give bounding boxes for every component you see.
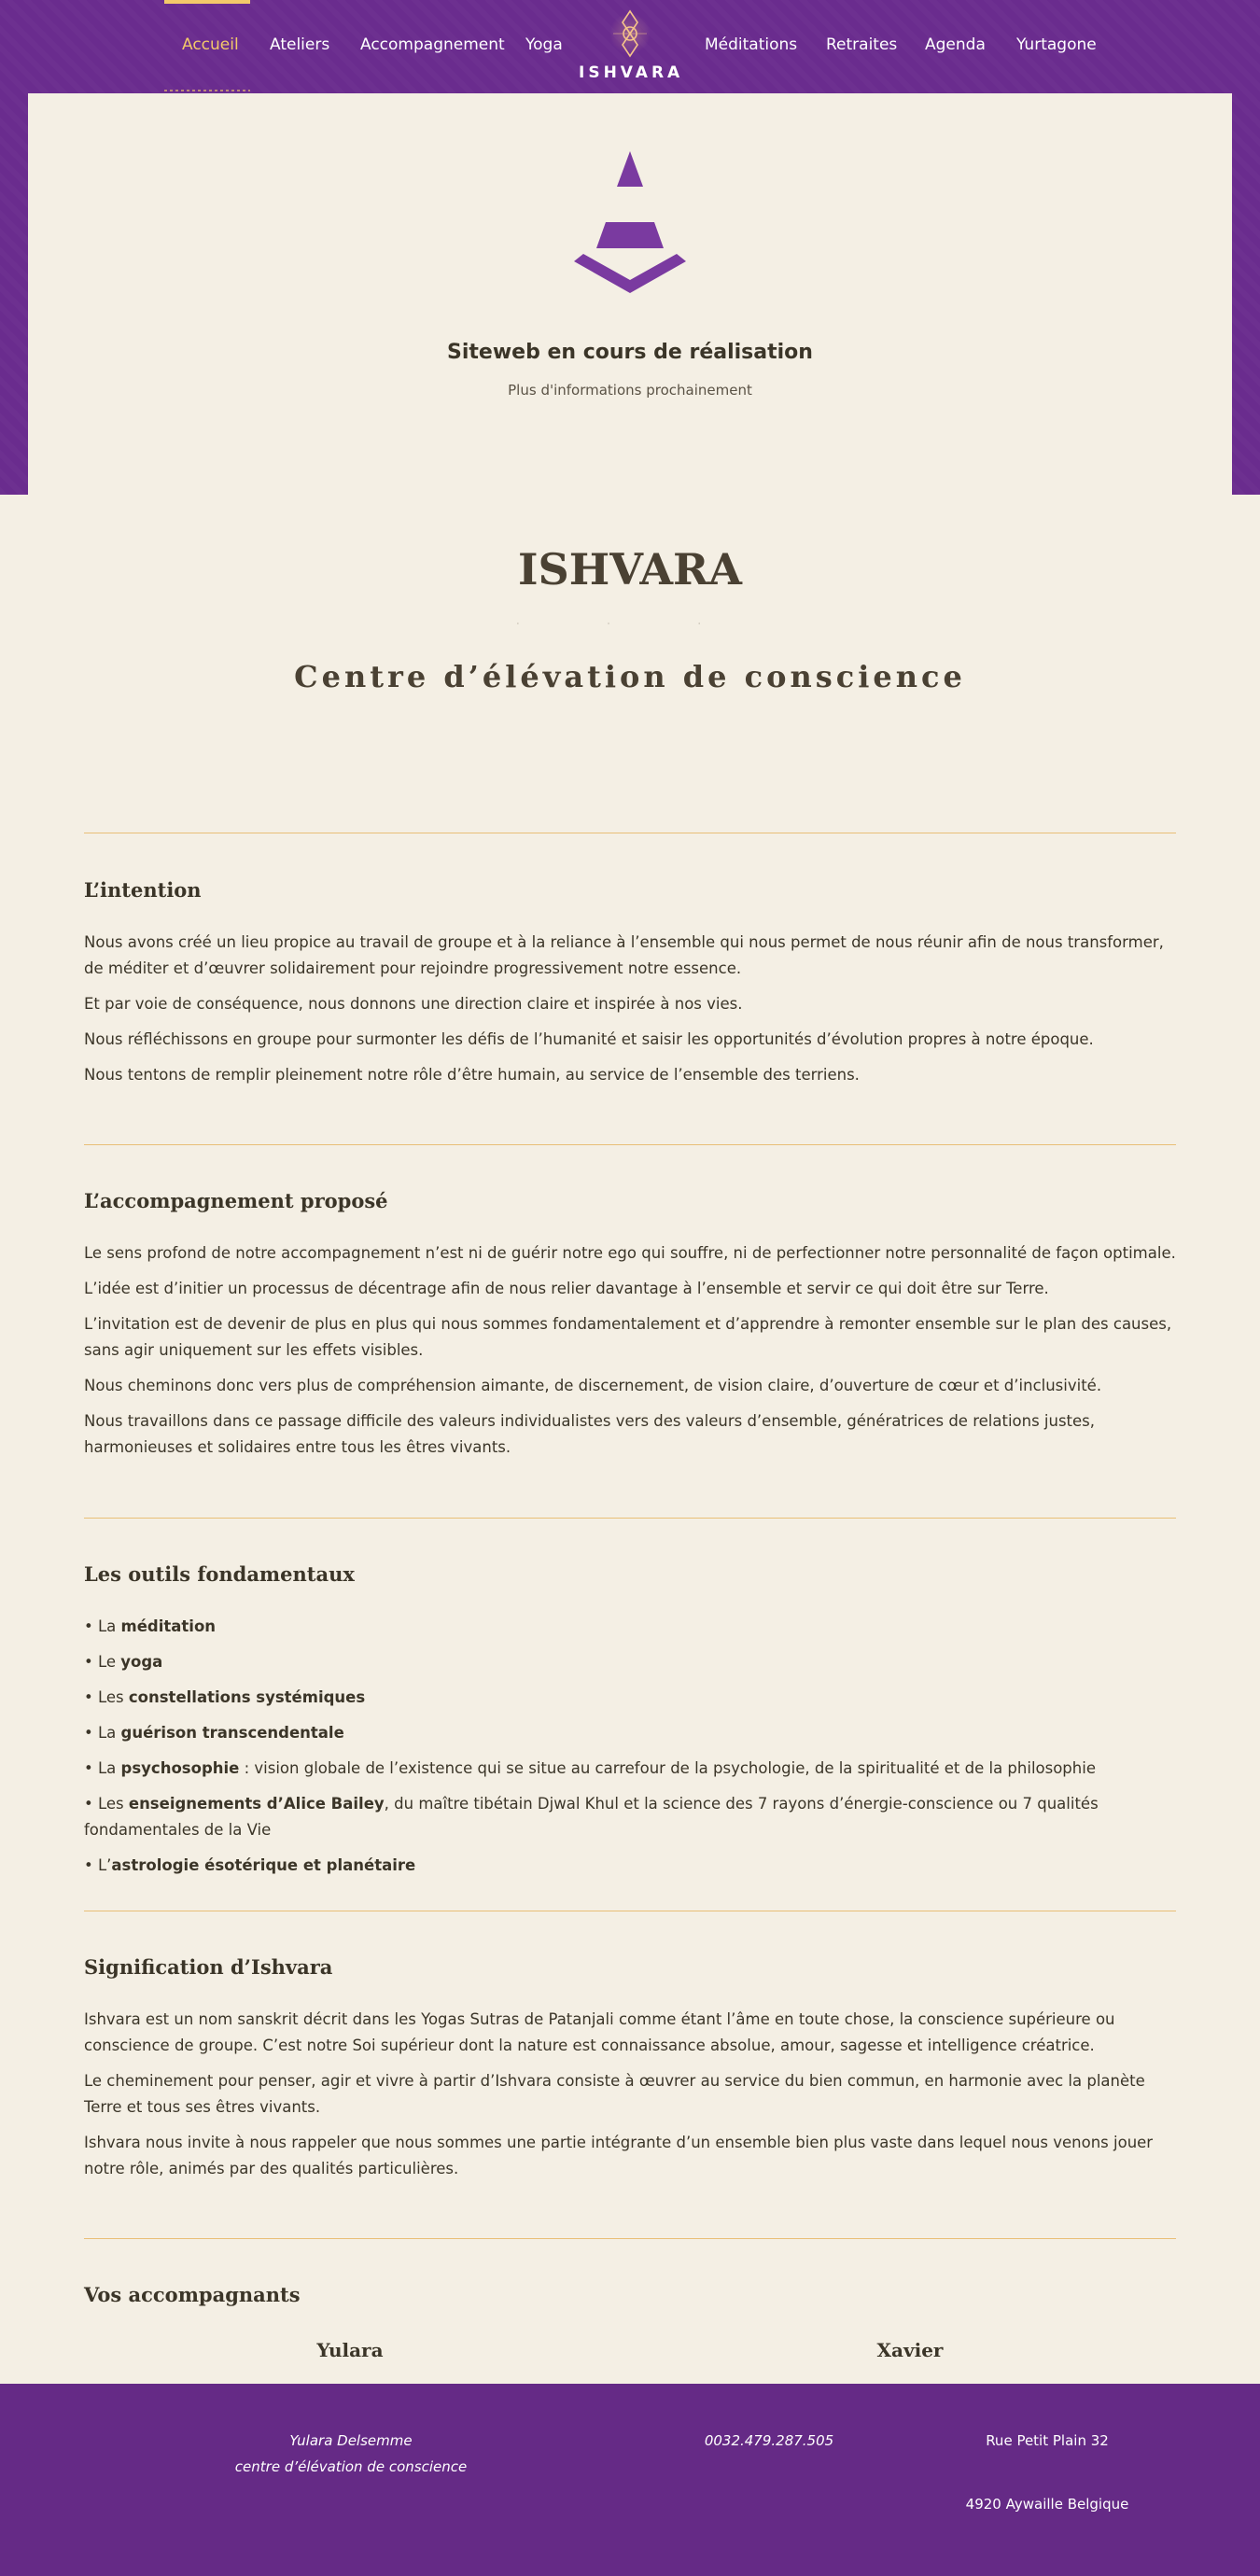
footer-city: 4920 Aywaille Belgique — [965, 2496, 1129, 2513]
footer-name: Yulara Delsemme — [289, 2432, 413, 2449]
list-item: • Les enseignements d’Alice Bailey, du maître tibétain Djwal Khul et la science des 7 rayons d’énergie-conscience ou 7 qualités fondamentales de la Vie — [84, 1795, 1099, 1839]
paragraph: Et par voie de conséquence, nous donnons une direction claire et inspirée à nos vies. — [84, 995, 743, 1013]
paragraph: Nous travaillons dans ce passage difficile des valeurs individualistes vers des valeurs d’ensemble, génératrices de relations justes, harmonieuses et solidaires entre tous les êtres vivants. — [84, 1412, 1096, 1456]
hero-title: Siteweb en cours de réalisation — [447, 341, 813, 364]
paragraph: Nous réfléchissons en groupe pour surmonter les défis de l’humanité et saisir les opportunités d’évolution propres à notre époque. — [84, 1030, 1094, 1048]
nav-item-yurtagone[interactable]: Yurtagone — [1016, 35, 1097, 54]
nav-item-ateliers[interactable]: Ateliers — [270, 35, 330, 54]
nav-active-indicator — [164, 0, 250, 4]
nav-item-accompagnement[interactable]: Accompagnement — [360, 35, 505, 54]
section-accompagnement — [84, 1189, 1176, 1470]
section-title: L’accompagnement proposé — [84, 1189, 388, 1212]
section-divider — [84, 1518, 1176, 1519]
brand-title: ISHVARA — [518, 544, 742, 595]
brand-tagline: Centre d’élévation de conscience — [294, 659, 966, 694]
main-nav — [0, 0, 1260, 93]
section-accompagnants — [84, 2283, 1176, 2334]
nav-item-agenda[interactable]: Agenda — [925, 35, 986, 54]
list-item: • La méditation — [84, 1617, 217, 1635]
list-item: • Les constellations systémiques — [84, 1688, 366, 1706]
guide-name-xavier[interactable]: Xavier — [876, 2339, 944, 2361]
ishvara-logo-icon — [609, 7, 651, 62]
section-outils — [84, 1562, 1176, 1888]
site-footer — [0, 2384, 1260, 2576]
section-title: Signification d’Ishvara — [84, 1955, 333, 1979]
paragraph: L’idée est d’initier un processus de décentrage afin de nous relier davantage à l’ensemble et servir ce qui doit être sur Terre. — [84, 1280, 1049, 1297]
traffic-cone-icon — [555, 140, 705, 327]
footer-phone[interactable]: 0032.479.287.505 — [704, 2432, 834, 2449]
brand-dots-divider: · · · — [516, 620, 744, 628]
list-item: • Le yoga — [84, 1653, 163, 1671]
paragraph: Nous cheminons donc vers plus de compréhension aimante, de discernement, de vision claire, d’ouverture de cœur et d’inclusivité. — [84, 1377, 1102, 1394]
section-title: L’intention — [84, 878, 202, 902]
paragraph: Le cheminement pour penser, agir et vivre à partir d’Ishvara consiste à œuvrer au service du bien commun, en harmonie avec la planète Terre et tous ses êtres vivants. — [84, 2072, 1145, 2116]
paragraph: Le sens profond de notre accompagnement n’est ni de guérir notre ego qui souffre, ni de perfectionner notre personnalité de façon optimale. — [84, 1244, 1176, 1262]
nav-item-accueil[interactable]: Accueil — [182, 35, 239, 54]
section-title: Les outils fondamentaux — [84, 1562, 355, 1586]
site-logo[interactable] — [579, 7, 684, 90]
paragraph: Ishvara est un nom sanskrit décrit dans les Yogas Sutras de Patanjali comme étant l’âme en toute chose, la conscience supérieure ou conscience de groupe. C’est notre Soi supérieur dont la nature est connaissance absolue, amour, sagesse et intelligence créatrice. — [84, 2010, 1115, 2054]
section-divider — [84, 2238, 1176, 2239]
guide-name-yulara[interactable]: Yulara — [316, 2339, 384, 2361]
paragraph: Nous avons créé un lieu propice au travail de groupe et à la reliance à l’ensemble qui nous permet de nous réunir afin de nous transformer, de méditer et d’œuvrer solidairement pour rejoindre progressivement notre essence. — [84, 933, 1164, 977]
footer-tagline: centre d’élévation de conscience — [234, 2458, 468, 2475]
hero-subtitle: Plus d'informations prochainement — [508, 382, 752, 399]
section-signification — [84, 1955, 1176, 2191]
paragraph: Nous tentons de remplir pleinement notre rôle d’être humain, au service de l’ensemble des terriens. — [84, 1066, 860, 1084]
list-item: • La guérison transcendentale — [84, 1724, 344, 1742]
paragraph: L’invitation est de devenir de plus en plus qui nous sommes fondamentalement et d’apprendre à remonter ensemble sur le plan des causes, sans agir uniquement sur les effets visibles. — [84, 1315, 1172, 1359]
section-title: Vos accompagnants — [84, 2283, 301, 2306]
footer-street: Rue Petit Plain 32 — [986, 2432, 1109, 2449]
logo-text: ISHVARA — [579, 63, 684, 82]
section-intention — [84, 878, 1176, 1098]
tools-list — [84, 1614, 1176, 1879]
nav-item-retraites[interactable]: Retraites — [826, 35, 898, 54]
paragraph: Ishvara nous invite à nous rappeler que nous sommes une partie intégrante d’un ensemble bien plus vaste dans lequel nous venons jouer notre rôle, animés par des qualités particulières. — [84, 2134, 1154, 2177]
nav-active-underline — [164, 90, 250, 91]
list-item: • L’astrologie ésotérique et planétaire — [84, 1856, 416, 1874]
list-item: • La psychosophie : vision globale de l’existence qui se situe au carrefour de la psychologie, de la spiritualité et de la philosophie — [84, 1759, 1096, 1777]
nav-item-meditations[interactable]: Méditations — [705, 35, 798, 54]
nav-item-yoga[interactable]: Yoga — [525, 35, 563, 54]
section-divider — [84, 1144, 1176, 1145]
